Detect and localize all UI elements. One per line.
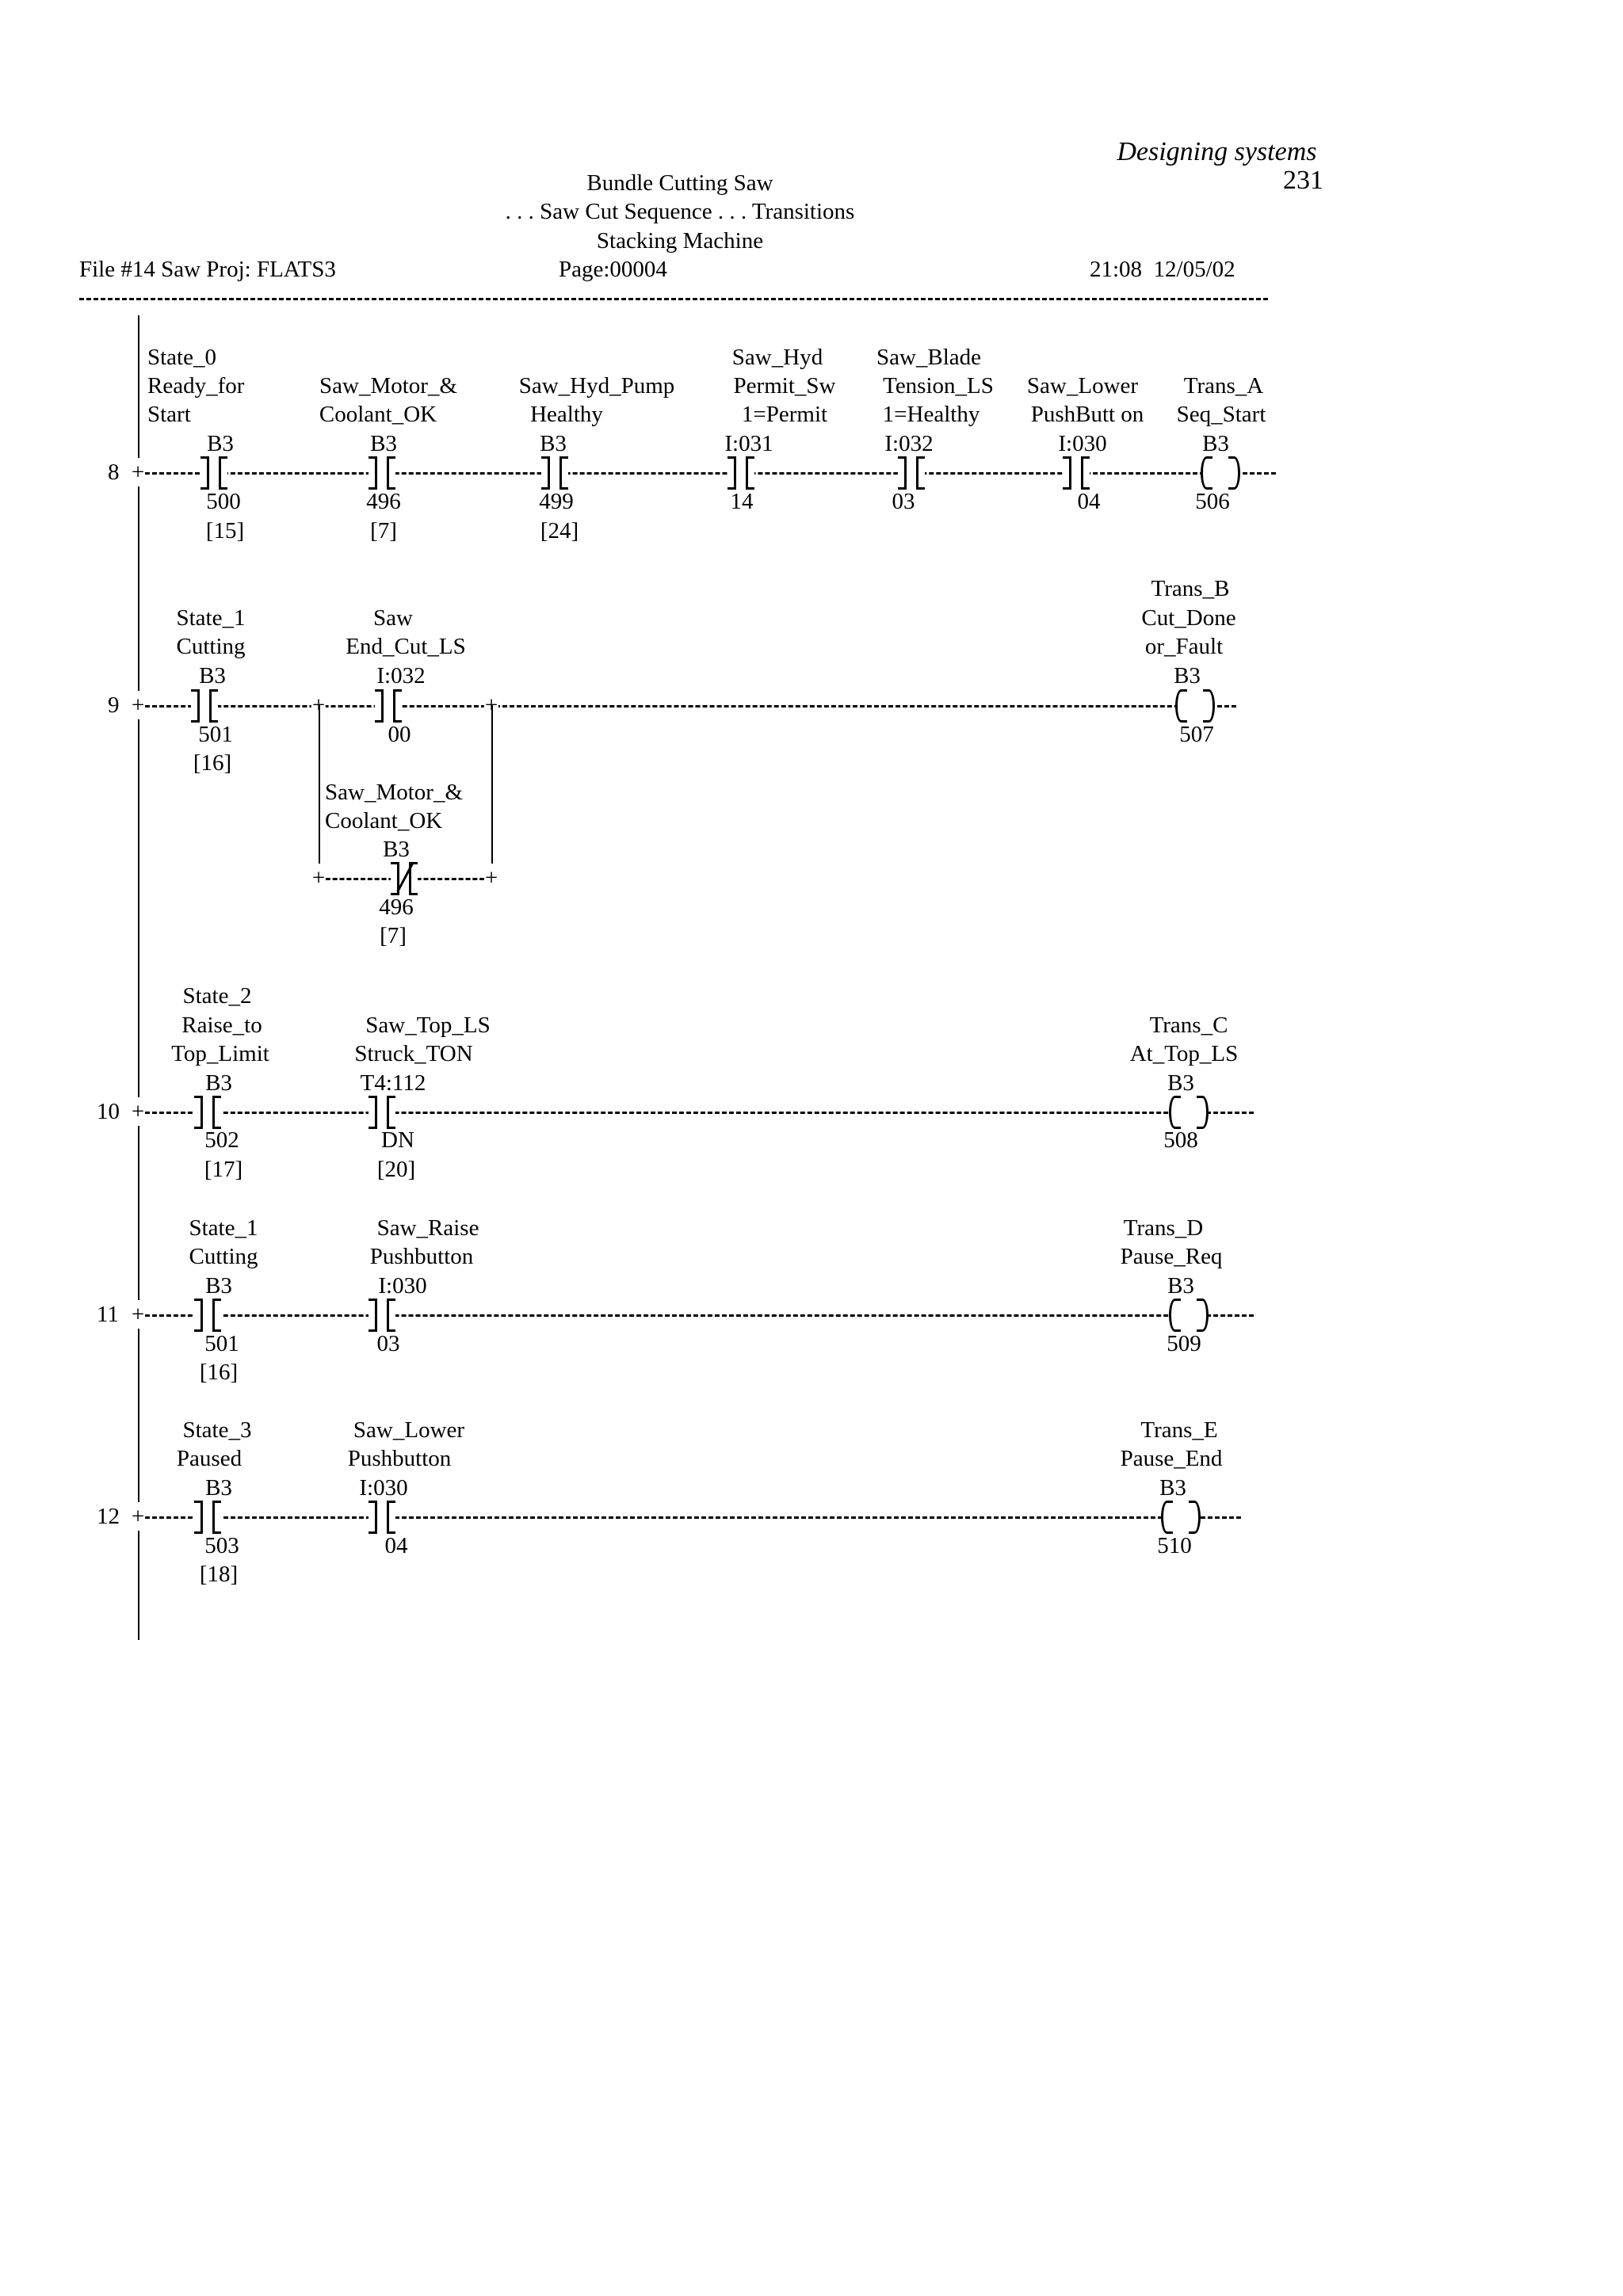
contact-no bbox=[1063, 456, 1090, 488]
coil-label: Trans_C bbox=[1149, 1013, 1228, 1038]
contact-label: Pushbutton bbox=[347, 1446, 452, 1471]
rail-node: + bbox=[131, 1099, 145, 1124]
contact-no bbox=[369, 456, 395, 488]
contact-label: Top_Limit bbox=[171, 1041, 269, 1066]
contact-label: Saw_Motor_& bbox=[325, 780, 463, 805]
listing-subtitle: . . . Saw Cut Sequence . . . Transitions bbox=[505, 199, 855, 224]
contact-no bbox=[375, 689, 402, 721]
header-divider bbox=[79, 298, 1268, 300]
contact-label: 1=Permit bbox=[741, 402, 828, 427]
contact-bit: 501 bbox=[198, 722, 233, 747]
contact-no bbox=[369, 1299, 395, 1330]
contact-file: I:030 bbox=[1058, 431, 1107, 456]
contact-label: Saw_Motor_& bbox=[319, 373, 457, 399]
branch-node-left: + bbox=[311, 692, 326, 718]
contact-bit: 04 bbox=[384, 1533, 408, 1558]
contact-file: I:032 bbox=[376, 663, 426, 688]
contact-no bbox=[200, 456, 227, 488]
nc-slash bbox=[396, 862, 414, 892]
coil-file: B3 bbox=[1159, 1475, 1186, 1501]
contact-label: PushButt on bbox=[1030, 402, 1144, 427]
contact-file: B3 bbox=[383, 837, 410, 862]
contact-label: Cutting bbox=[189, 1244, 258, 1269]
contact-file: B3 bbox=[199, 663, 226, 688]
contact-label: Saw_Raise bbox=[376, 1215, 479, 1241]
output-coil bbox=[1161, 1501, 1201, 1532]
contact-file: B3 bbox=[205, 1273, 232, 1299]
contact-label: Saw_Blade bbox=[876, 345, 982, 370]
coil-label: Seq_Start bbox=[1176, 402, 1266, 427]
contact-no bbox=[194, 1501, 221, 1532]
contact-label: Cutting bbox=[176, 634, 246, 659]
left-power-rail bbox=[138, 315, 139, 1640]
contact-label: State_0 bbox=[147, 345, 216, 370]
rung-wire bbox=[138, 1314, 1254, 1317]
rail-node: + bbox=[131, 1504, 145, 1529]
contact-bit: 14 bbox=[730, 489, 754, 514]
rung-number: 9 bbox=[108, 692, 120, 718]
contact-bit: 496 bbox=[366, 489, 401, 514]
contact-ref: [7] bbox=[380, 923, 407, 948]
contact-label: Saw_Hyd bbox=[731, 345, 823, 370]
output-coil bbox=[1169, 1096, 1209, 1127]
contact-label: End_Cut_LS bbox=[346, 634, 466, 659]
contact-file: I:030 bbox=[378, 1273, 427, 1299]
listing-file: File #14 Saw Proj: FLATS3 bbox=[79, 257, 336, 282]
coil-bit: 508 bbox=[1163, 1127, 1198, 1153]
contact-bit: 03 bbox=[892, 489, 915, 514]
contact-nc bbox=[391, 862, 418, 894]
contact-bit: 503 bbox=[204, 1533, 239, 1558]
contact-ref: [17] bbox=[204, 1157, 243, 1182]
contact-bit: 496 bbox=[379, 894, 414, 920]
contact-bit: 04 bbox=[1077, 489, 1101, 514]
page-header-title: Designing systems bbox=[1117, 137, 1317, 166]
rung-wire bbox=[138, 705, 1236, 707]
contact-label: Saw bbox=[373, 605, 413, 631]
contact-ref: [24] bbox=[540, 518, 579, 543]
branch-node-bottom-right: + bbox=[484, 865, 498, 891]
contact-label: State_1 bbox=[189, 1215, 258, 1241]
contact-file: I:030 bbox=[359, 1475, 408, 1501]
coil-label: Trans_B bbox=[1151, 576, 1230, 601]
coil-file: B3 bbox=[1167, 1273, 1194, 1299]
contact-no bbox=[194, 1096, 221, 1127]
contact-label: Struck_TON bbox=[354, 1041, 473, 1066]
contact-bit: 500 bbox=[206, 489, 241, 514]
contact-no bbox=[898, 456, 925, 488]
contact-label: State_1 bbox=[176, 605, 246, 631]
contact-file: B3 bbox=[207, 431, 234, 456]
contact-label: Coolant_OK bbox=[325, 808, 443, 833]
contact-label: Saw_Lower bbox=[1026, 373, 1139, 399]
coil-file: B3 bbox=[1174, 663, 1201, 688]
contact-label: Saw_Hyd_Pump bbox=[518, 373, 675, 399]
output-coil bbox=[1169, 1299, 1209, 1330]
contact-ref: [20] bbox=[376, 1157, 416, 1182]
contact-label: Saw_Top_LS bbox=[365, 1013, 491, 1038]
coil-file: B3 bbox=[1167, 1070, 1194, 1096]
contact-label: Start bbox=[147, 402, 191, 427]
coil-label: Cut_Done bbox=[1141, 605, 1236, 631]
contact-ref: [16] bbox=[193, 750, 232, 776]
rung-number: 10 bbox=[97, 1099, 120, 1124]
contact-label: Pushbutton bbox=[369, 1244, 474, 1269]
contact-file: T4:112 bbox=[360, 1070, 426, 1096]
branch-node-right: + bbox=[484, 692, 498, 718]
branch-wire-right bbox=[491, 705, 493, 878]
coil-bit: 507 bbox=[1179, 722, 1214, 747]
contact-no bbox=[369, 1096, 395, 1127]
page-header bbox=[1103, 109, 1323, 195]
contact-label: Coolant_OK bbox=[319, 402, 437, 427]
contact-label: Saw_Lower bbox=[353, 1417, 465, 1443]
page-number: 231 bbox=[1283, 166, 1323, 195]
output-coil bbox=[1201, 456, 1240, 488]
contact-bit: 499 bbox=[539, 489, 574, 514]
contact-label: State_3 bbox=[182, 1417, 252, 1443]
contact-label: 1=Healthy bbox=[882, 402, 980, 427]
listing-machine: Stacking Machine bbox=[596, 228, 764, 254]
contact-label: Ready_for bbox=[147, 373, 245, 399]
contact-bit: 03 bbox=[376, 1331, 400, 1356]
listing-datetime: 21:08 12/05/02 bbox=[1090, 257, 1235, 282]
coil-label: At_Top_LS bbox=[1129, 1041, 1239, 1066]
branch-wire-left bbox=[319, 705, 320, 878]
coil-label: Pause_End bbox=[1120, 1446, 1223, 1471]
contact-file: B3 bbox=[205, 1070, 232, 1096]
rung-number: 12 bbox=[97, 1504, 120, 1529]
contact-label: Raise_to bbox=[181, 1013, 262, 1038]
coil-bit: 509 bbox=[1167, 1331, 1201, 1356]
coil-bit: 510 bbox=[1157, 1533, 1192, 1558]
contact-ref: [18] bbox=[199, 1562, 239, 1587]
listing-title: Bundle Cutting Saw bbox=[586, 170, 773, 196]
contact-label: State_2 bbox=[182, 983, 252, 1009]
contact-no bbox=[191, 689, 218, 721]
rail-node: + bbox=[131, 692, 145, 718]
coil-bit: 506 bbox=[1195, 489, 1230, 514]
branch-node-bottom-left: + bbox=[311, 865, 326, 891]
contact-ref: [15] bbox=[205, 518, 245, 543]
contact-bit: 502 bbox=[204, 1127, 239, 1153]
contact-bit: 00 bbox=[388, 722, 411, 747]
contact-bit: DN bbox=[381, 1127, 414, 1153]
contact-no bbox=[727, 456, 754, 488]
contact-file: B3 bbox=[540, 431, 567, 456]
contact-label: Permit_Sw bbox=[733, 373, 836, 399]
contact-file: B3 bbox=[205, 1475, 232, 1501]
output-coil bbox=[1175, 689, 1215, 721]
rung-wire bbox=[138, 472, 1276, 475]
listing-page: Page:00004 bbox=[559, 257, 667, 282]
contact-ref: [7] bbox=[370, 518, 397, 543]
coil-label: Trans_A bbox=[1183, 373, 1264, 399]
contact-label: Healthy bbox=[530, 402, 603, 427]
contact-label: Tension_LS bbox=[883, 373, 994, 399]
coil-label: Trans_E bbox=[1140, 1417, 1218, 1443]
coil-label: or_Fault bbox=[1144, 634, 1224, 659]
contact-bit: 501 bbox=[204, 1331, 239, 1356]
rung-number: 8 bbox=[108, 460, 120, 485]
rail-node: + bbox=[131, 1302, 145, 1327]
contact-no bbox=[369, 1501, 395, 1532]
coil-file: B3 bbox=[1202, 431, 1229, 456]
coil-label: Pause_Req bbox=[1120, 1244, 1223, 1269]
contact-file: I:032 bbox=[884, 431, 934, 456]
contact-no bbox=[194, 1299, 221, 1330]
contact-file: I:031 bbox=[724, 431, 773, 456]
contact-label: Paused bbox=[176, 1446, 242, 1471]
rail-node: + bbox=[131, 460, 145, 485]
contact-no bbox=[541, 456, 568, 488]
coil-label: Trans_D bbox=[1123, 1215, 1204, 1241]
contact-file: B3 bbox=[370, 431, 397, 456]
rung-wire bbox=[138, 1516, 1241, 1519]
rung-wire bbox=[138, 1112, 1254, 1114]
contact-ref: [16] bbox=[199, 1360, 239, 1385]
rung-number: 11 bbox=[97, 1302, 119, 1327]
